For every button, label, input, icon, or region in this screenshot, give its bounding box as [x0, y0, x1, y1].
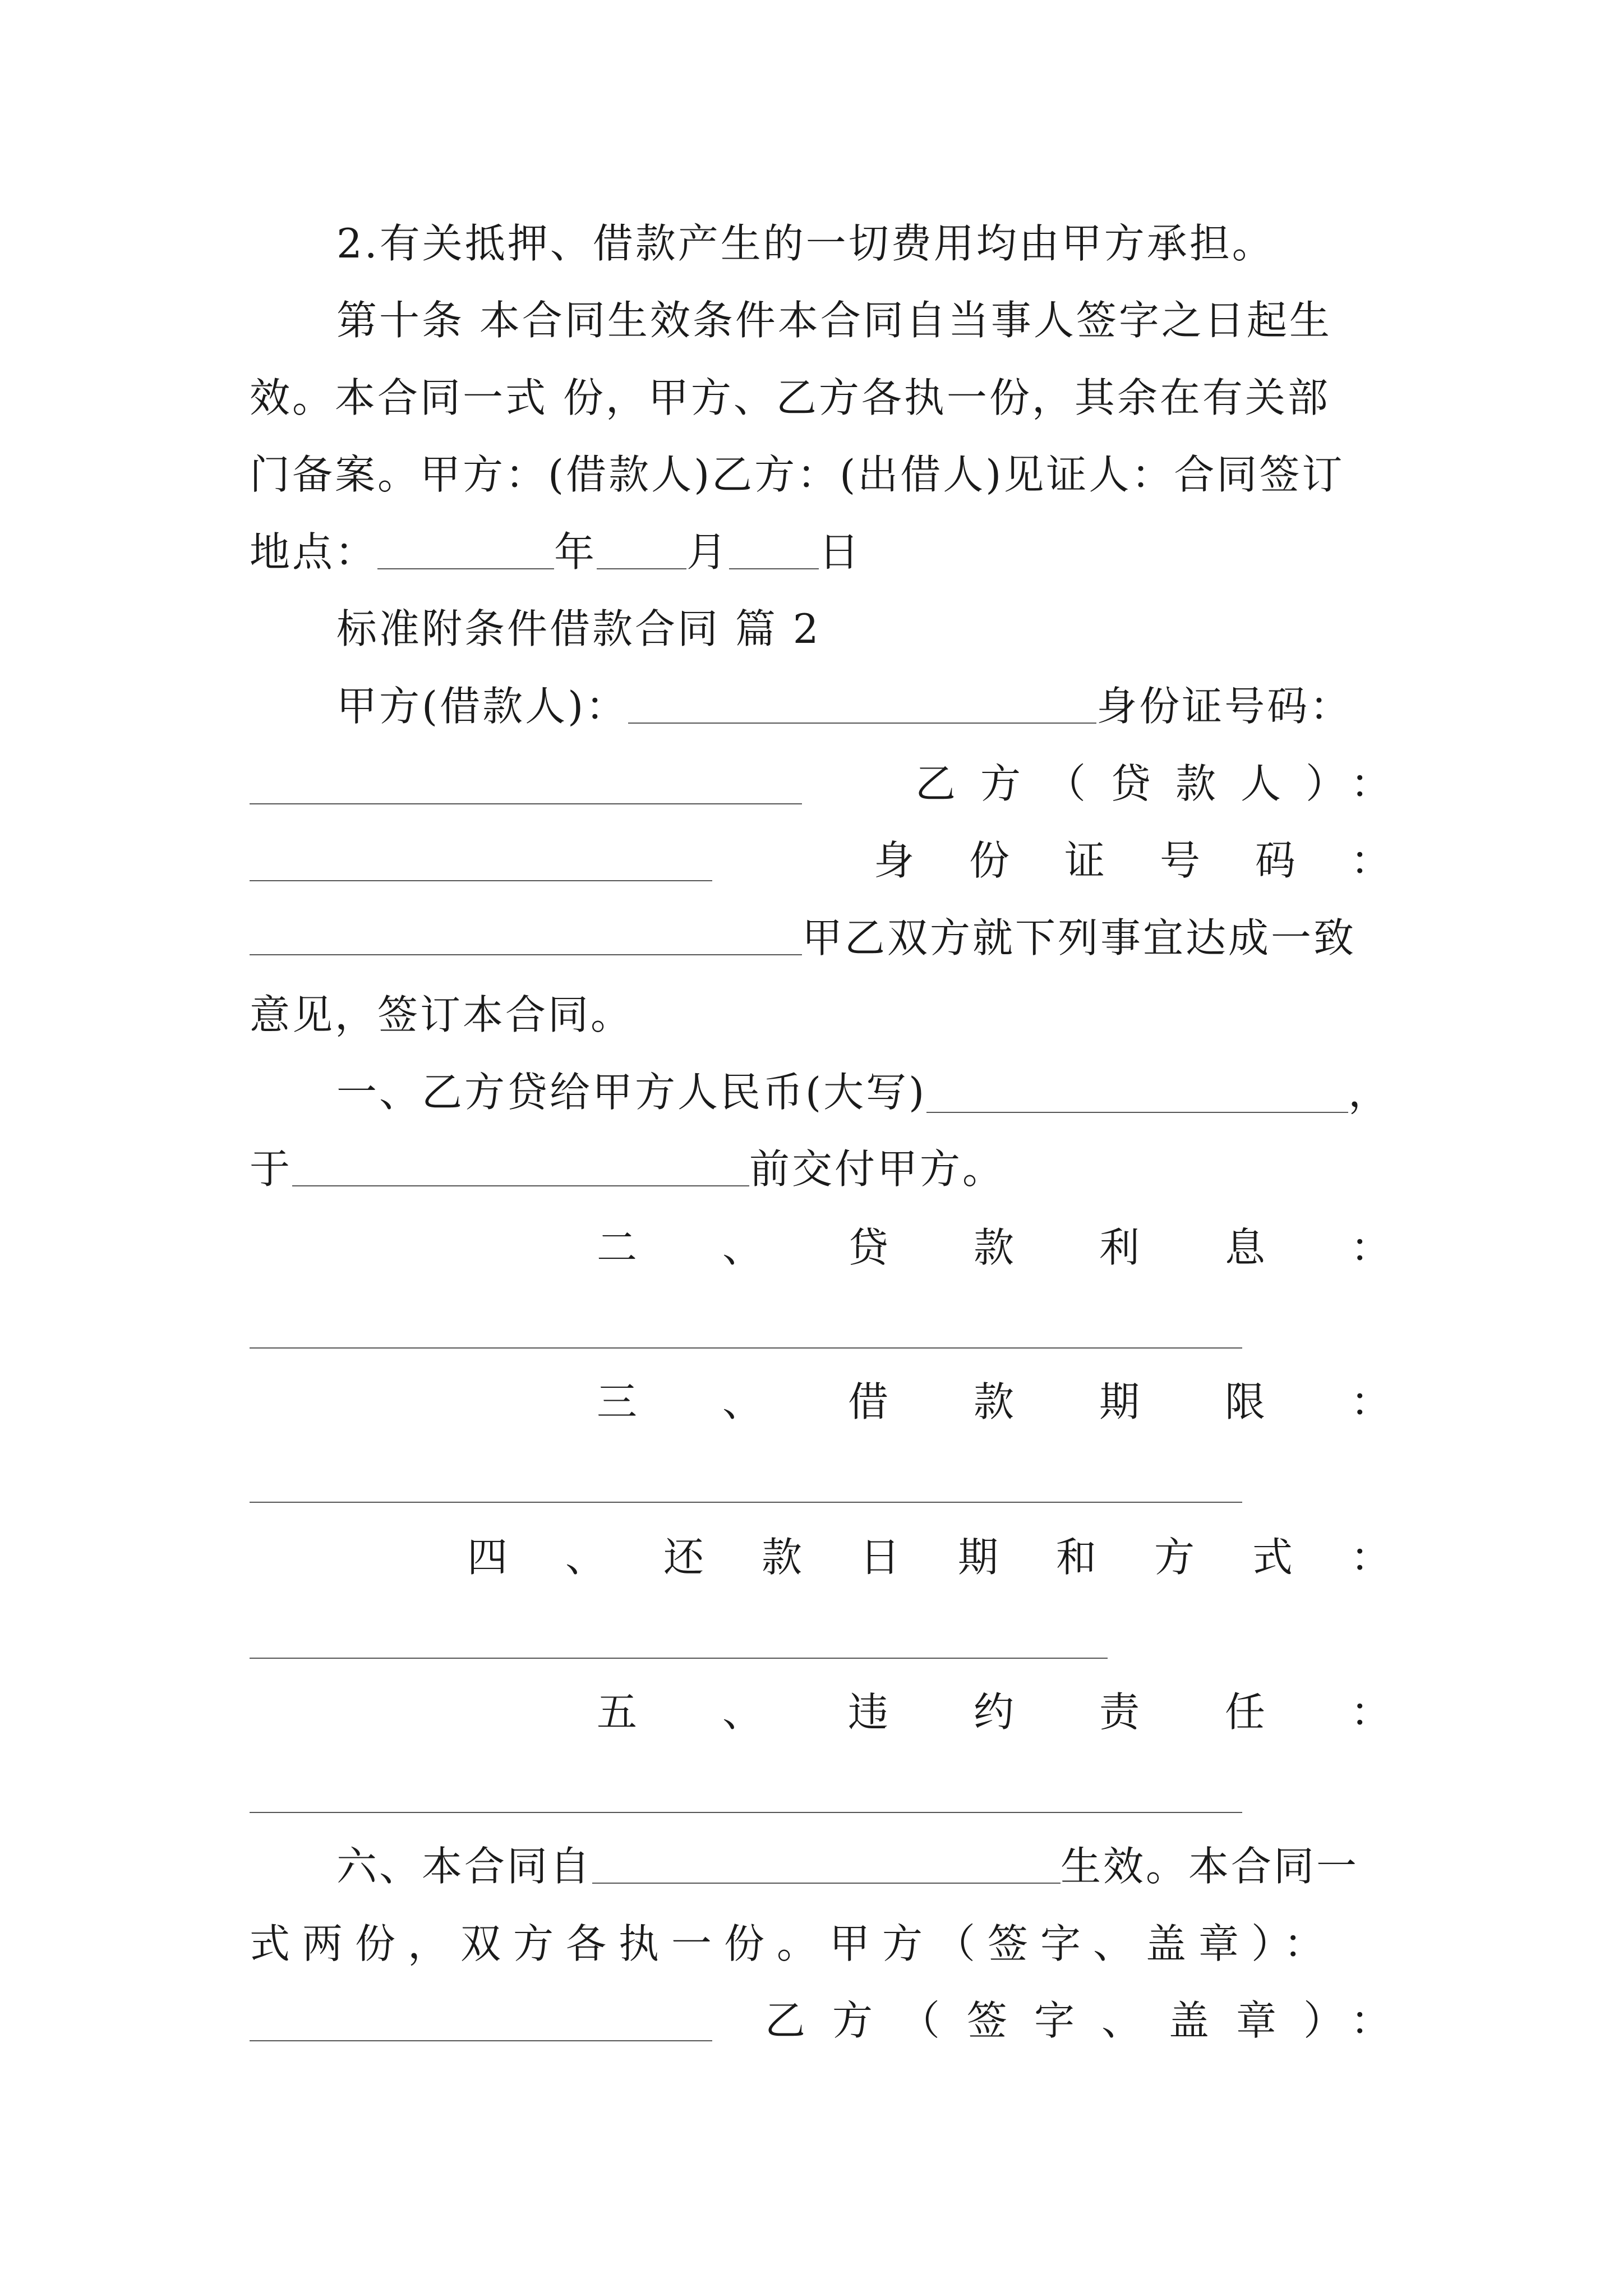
- term-blank[interactable]: [250, 1502, 1242, 1503]
- repayment-blank[interactable]: [250, 1658, 1108, 1659]
- repayment-line: [451, 1519, 1449, 1596]
- month-label: 月: [686, 528, 730, 576]
- lender-label: 乙方（贷款人）：: [915, 760, 1415, 807]
- liability-blank[interactable]: [250, 1812, 1242, 1813]
- liability-line: [527, 1673, 1476, 1751]
- delivery-date-line: [250, 1130, 1391, 1208]
- repayment-label: 四、还款日期和方式：: [467, 1534, 1449, 1581]
- day-label: 日: [819, 528, 862, 576]
- term-line: [527, 1363, 1476, 1441]
- party-a-signature-blank[interactable]: [250, 2000, 712, 2041]
- borrower-line: [336, 668, 1391, 745]
- text: 意见，签订本合同。: [250, 991, 634, 1038]
- party-b-signature-label: 乙方（签字、盖章）：: [764, 1997, 1418, 2044]
- heading-text: 标准附条件借款合同 篇 2: [336, 605, 821, 652]
- interest-line: [527, 1209, 1476, 1286]
- effective-text: 生效。本合同一: [1061, 1843, 1359, 1890]
- section-heading: [336, 590, 1391, 668]
- effective-date-blank[interactable]: [592, 1842, 1061, 1884]
- copies-line: [250, 1905, 1391, 1982]
- agreement-line: [250, 899, 1391, 977]
- copies-text: 式两份，双方各执一份。甲方（签字、盖章）：: [250, 1920, 1337, 1967]
- borrower-name-blank[interactable]: [628, 682, 1096, 724]
- signing-place-date-line: [250, 513, 1391, 591]
- liability-label: 五、违约责任：: [596, 1688, 1476, 1736]
- article-ten-cont-1: [250, 359, 1391, 436]
- effective-label: 六、本合同自: [336, 1843, 593, 1890]
- loan-amount-blank[interactable]: [926, 1071, 1348, 1113]
- interest-blank[interactable]: [250, 1347, 1242, 1349]
- id-number-label: 身份证号码：: [1096, 683, 1353, 730]
- agreement-cont: [250, 976, 1391, 1053]
- lender-line: [250, 745, 1415, 822]
- lender-name-blank[interactable]: [250, 840, 712, 881]
- delivery-text: 前交付甲方。: [749, 1145, 1006, 1193]
- year-label: 年: [554, 528, 597, 576]
- place-blank[interactable]: [377, 528, 554, 569]
- article-ten-line: [336, 282, 1391, 359]
- place-label: 地点：: [250, 528, 378, 576]
- lender-id-line: [250, 822, 1446, 899]
- clause-fee-line: [336, 205, 1391, 282]
- text: 门备案。甲方：(借款人)乙方：(出借人)见证人：合同签订: [250, 451, 1345, 498]
- effective-line: [336, 1828, 1391, 1905]
- text: 效。本合同一式 份，甲方、乙方各执一份，其余在有关部: [250, 374, 1330, 421]
- comma: ，: [1348, 1069, 1391, 1116]
- term-label: 三、借款期限：: [596, 1378, 1476, 1425]
- article-ten-cont-2: [250, 436, 1391, 513]
- lender-id-blank[interactable]: [250, 914, 802, 955]
- borrower-label: 甲方(借款人)：: [336, 683, 629, 730]
- loan-amount-line: [336, 1053, 1391, 1131]
- signature-line: [250, 1982, 1418, 2059]
- loan-amount-label: 一、乙方贷给甲方人民币(大写): [336, 1069, 927, 1116]
- day-blank[interactable]: [729, 528, 819, 569]
- borrower-id-blank[interactable]: [250, 763, 802, 804]
- yu-label: 于: [250, 1145, 293, 1193]
- text: 甲乙双方就下列事宜达成一致: [802, 914, 1357, 961]
- text: 2.有关抵押、借款产生的一切费用均由甲方承担。: [336, 220, 1275, 267]
- text: 第十条 本合同生效条件本合同自当事人签字之日起生: [336, 297, 1332, 344]
- delivery-date-blank[interactable]: [292, 1145, 749, 1186]
- lender-id-label: 身份证号码：: [873, 837, 1446, 884]
- interest-label: 二、贷款利息：: [596, 1224, 1476, 1271]
- month-blank[interactable]: [597, 528, 686, 569]
